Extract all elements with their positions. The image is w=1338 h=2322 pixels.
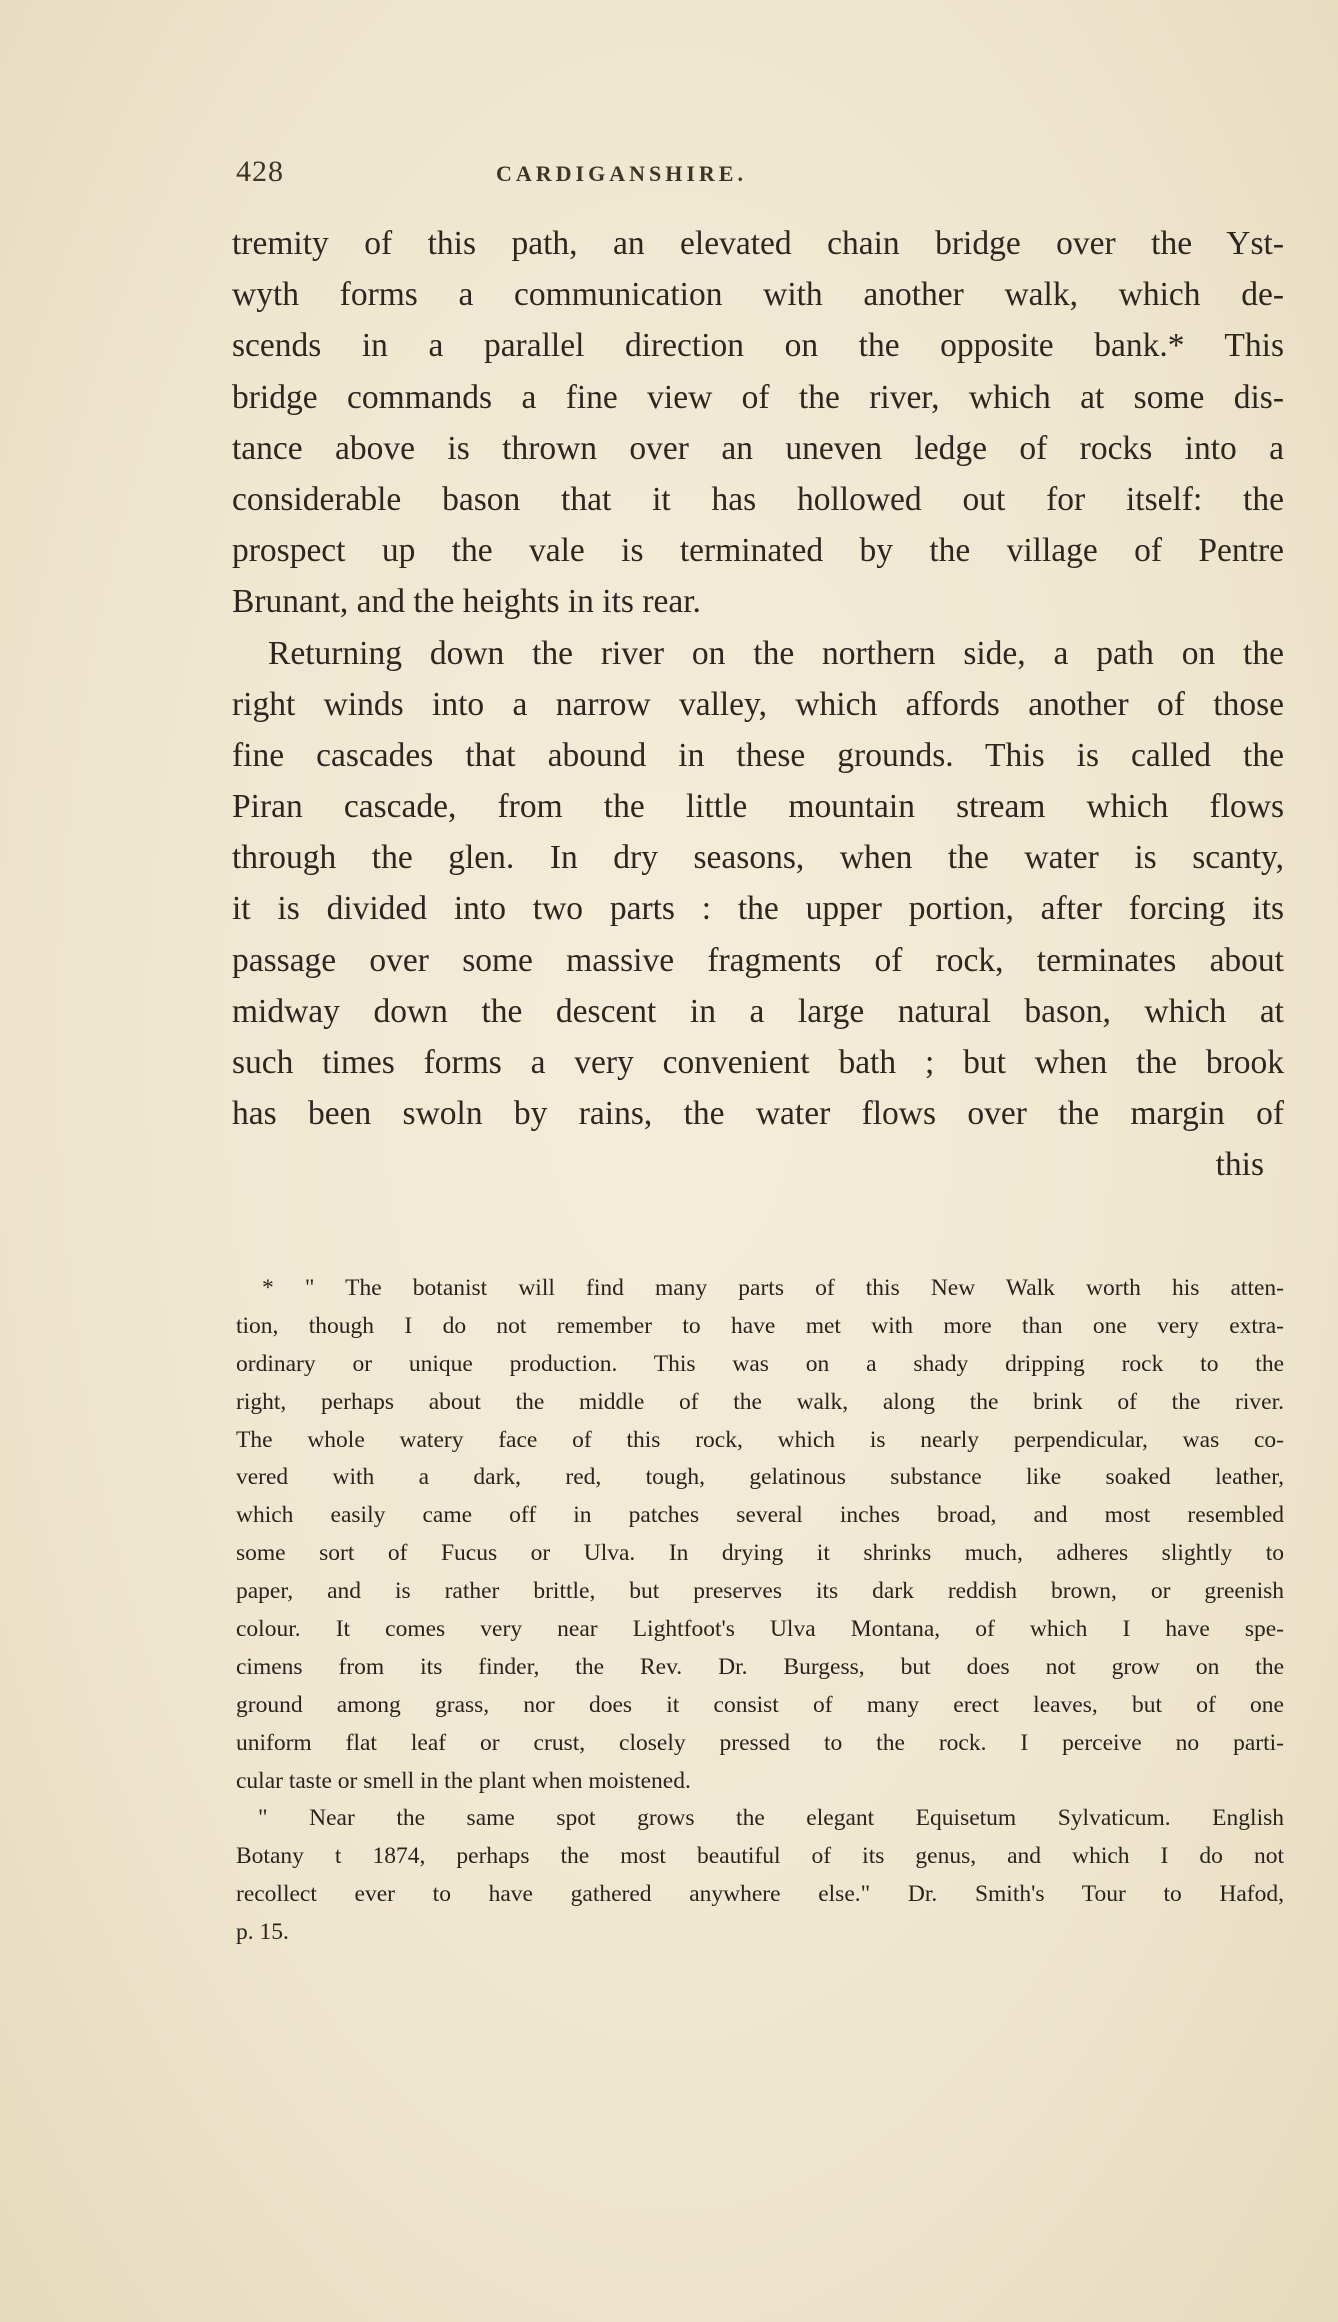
footnote-line: cular taste or smell in the plant when moistened. xyxy=(236,1767,691,1794)
footnote-line: which easily came off in patches several inches broad, and most resembled xyxy=(236,1502,1284,1529)
body-line: right winds into a narrow valley, which affords another of those xyxy=(232,685,1284,723)
body-line: passage over some massive fragments of rock, terminates about xyxy=(232,941,1284,979)
footnote-line: paper, and is rather brittle, but preserves its dark reddish brown, or greenish xyxy=(236,1578,1284,1605)
body-text xyxy=(232,218,1284,1191)
body-line: through the glen. In dry seasons, when the water is scanty, xyxy=(232,839,1284,877)
footnote-line: * " The botanist will find many parts of this New Walk worth his atten- xyxy=(262,1275,1284,1301)
body-line: tremity of this path, an elevated chain bridge over the Yst- xyxy=(232,225,1284,262)
footnote-line: ordinary or unique production. This was on a shady dripping rock to the xyxy=(236,1350,1284,1377)
running-head: CARDIGANSHIRE. xyxy=(496,161,747,186)
footnote-line: some sort of Fucus or Ulva. In drying it shrinks much, adheres slightly to xyxy=(236,1540,1284,1567)
page-header xyxy=(236,155,1276,195)
footnote-line: uniform flat leaf or crust, closely pressed to the rock. I perceive no parti- xyxy=(236,1729,1284,1756)
body-line: such times forms a very convenient bath ; but when the brook xyxy=(232,1044,1284,1081)
body-line: has been swoln by rains, the water flows over the margin of xyxy=(232,1095,1284,1133)
body-line: Returning down the river on the northern side, a path on the xyxy=(268,634,1284,672)
body-line: prospect up the vale is terminated by the village of Pentre xyxy=(232,532,1284,570)
footnote-line: The whole watery face of this rock, which is nearly perpendicular, was co- xyxy=(236,1426,1284,1453)
footnote-line: tion, though I do not remember to have met with more than one very extra- xyxy=(236,1312,1284,1339)
footnote-line: vered with a dark, red, tough, gelatinous substance like soaked leather, xyxy=(236,1464,1284,1491)
footnote-line: ground among grass, nor does it consist of many erect leaves, but of one xyxy=(236,1691,1284,1718)
footnote-line: " Near the same spot grows the elegant Equisetum Sylvaticum. English xyxy=(258,1805,1284,1832)
body-line: considerable bason that it has hollowed out for itself: the xyxy=(232,480,1284,518)
footnote-line: recollect ever to have gathered anywhere else." Dr. Smith's Tour to Hafod, xyxy=(236,1881,1284,1908)
body-line: midway down the descent in a large natural bason, which at xyxy=(232,992,1284,1030)
body-line: bridge commands a fine view of the river, which at some dis- xyxy=(232,378,1284,416)
footnote-line: cimens from its finder, the Rev. Dr. Burgess, but does not grow on the xyxy=(236,1653,1284,1680)
body-line: tance above is thrown over an uneven ledge of rocks into a xyxy=(232,429,1284,467)
footnote-line: p. 15. xyxy=(236,1919,289,1946)
body-line: fine cascades that abound in these grounds. This is called the xyxy=(232,736,1284,774)
page-number: 428 xyxy=(236,155,284,188)
body-line: Brunant, and the heights in its rear. xyxy=(232,583,701,621)
footnote-line: right, perhaps about the middle of the walk, along the brink of the river. xyxy=(236,1388,1284,1415)
footnotes xyxy=(236,1270,1284,1952)
body-line: wyth forms a communication with another walk, which de- xyxy=(232,276,1284,314)
body-line: Piran cascade, from the little mountain stream which flows xyxy=(232,788,1284,826)
body-line: scends in a parallel direction on the opposite bank.* This xyxy=(232,327,1284,365)
body-line: it is divided into two parts : the upper portion, after forcing its xyxy=(232,890,1284,928)
footnote-line: colour. It comes very near Lightfoot's Ulva Montana, of which I have spe- xyxy=(236,1616,1284,1643)
footnote-line: Botany t 1874, perhaps the most beautiful of its genus, and which I do not xyxy=(236,1843,1284,1870)
catchword: this xyxy=(1215,1146,1264,1184)
